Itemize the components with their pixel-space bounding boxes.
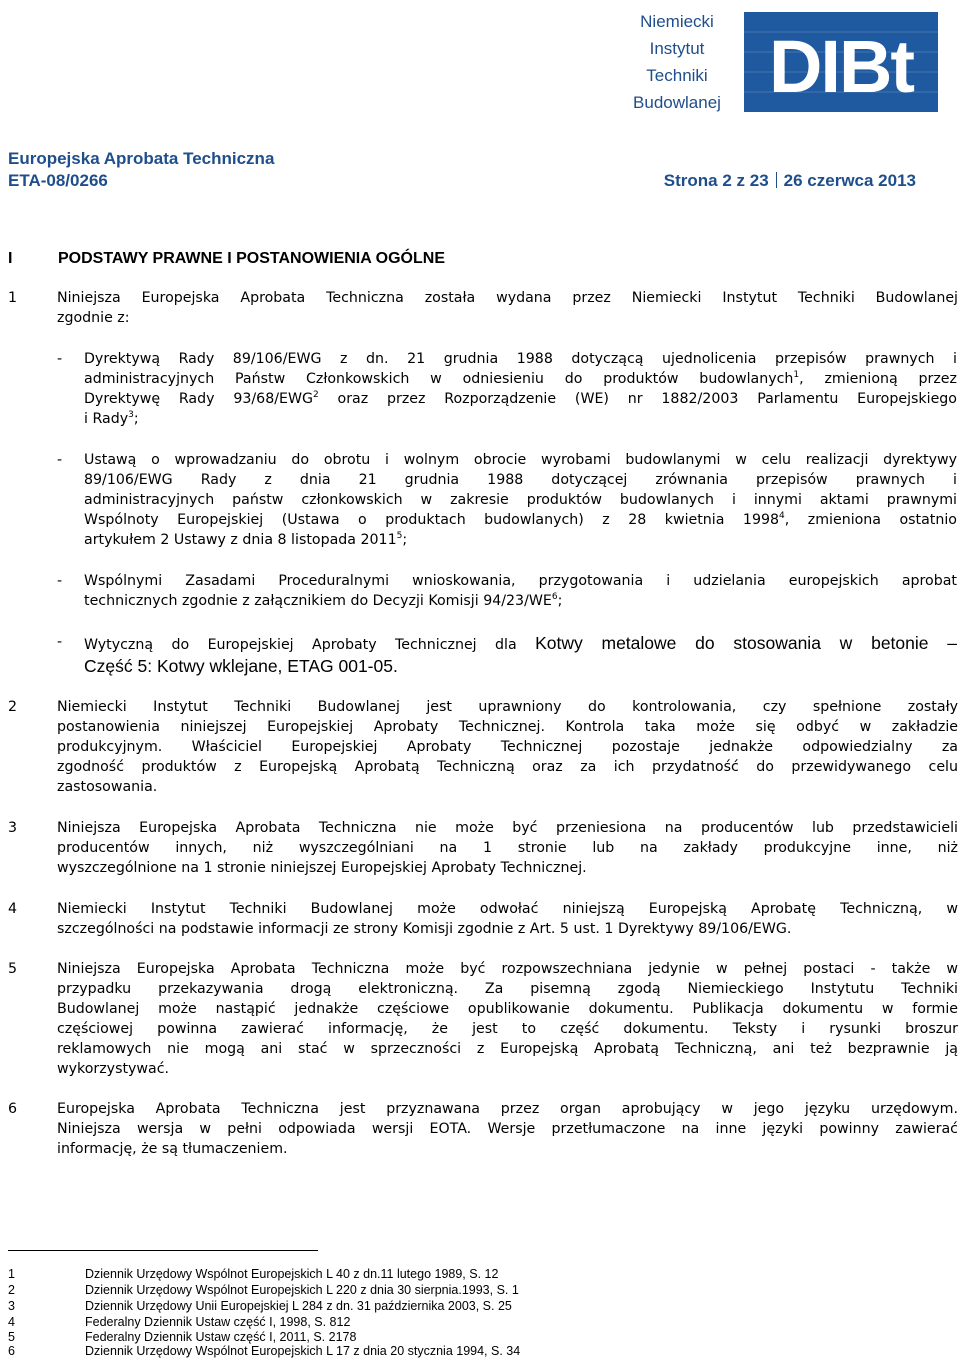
paragraph-6	[8, 1099, 958, 1159]
issue-date: 26 czerwca 2013	[783, 171, 916, 190]
list-item-procedural-rules	[57, 571, 957, 611]
bullet-dash: -	[57, 573, 63, 589]
footnote: 3 Dziennik Urzędowy Unii Europejskiej L 284 z dn. 31 października 2003, S. 25	[8, 1299, 512, 1313]
paragraph-line: Niemiecki Instytut Techniki Budowlanej jest uprawniony do kontrolowania, czy spełnione zostały	[57, 699, 958, 715]
list-item-directive	[57, 349, 957, 429]
paragraph-line: wyszczególnione na 1 stronie niniejszej Europejskiej Aprobaty Technicznej.	[57, 860, 587, 876]
paragraph-line: Europejska Aprobata Techniczna jest przyznawana przez organ aprobujący w jego języku urzędowym.	[57, 1101, 958, 1117]
paragraph-line: zgodnie z:	[57, 310, 130, 326]
paragraph-line: częściowej powinna zawierać informację, że jest to część dokumentu. Teksty i rysunki broszur	[57, 1021, 958, 1037]
footnote-ref: 5	[396, 531, 403, 541]
paragraph-line: Budowlanej może nastąpić jednakże częściowe opublikowanie dokumentu. Publikacja dokumentu w formie	[57, 1001, 958, 1017]
list-item-line: technicznych zgodnie z załącznikiem do Decyzji Komisji $94/23/WE^6$;	[84, 592, 563, 609]
footnote-ref: 6	[551, 592, 558, 602]
list-item-line: 89/106/EWG Rady z dnia 21 grudnia 1988 dotyczącej zrównania przepisów prawnych i	[84, 472, 957, 488]
list-item-law	[57, 450, 957, 550]
list-item-line: Wspólnoty Europejskiej (Ustawa o produktach budowlanych) z 28 kwietnia 1998$^4$, zmieniona ostatnio	[84, 511, 957, 528]
paragraph-line: Niniejsza Europejska Aprobata Techniczna nie może być przeniesiona na producentów lub przedstawicieli	[57, 820, 958, 836]
footnote-ref: 4	[779, 511, 785, 521]
list-item-line: Część 5: Kotwy wklejane, ETAG 001-05.	[84, 656, 398, 676]
paragraph-number: 6	[8, 1101, 18, 1117]
footnote: 4 Federalny Dziennik Ustaw część I, 1998, S. 812	[8, 1315, 351, 1329]
paragraph-line: reklamowych nie mogą ani stać w sprzeczności z Europejską Aprobatą Techniczną, ani też bezprawnie ją	[57, 1041, 958, 1057]
paragraph-2	[8, 697, 958, 797]
document-header	[8, 148, 916, 192]
paragraph-number: 4	[8, 901, 18, 917]
paragraph-line: informację, że są tłumaczeniem.	[57, 1141, 288, 1157]
bullet-dash: -	[57, 634, 63, 650]
paragraph-line: przypadku przekazywania drogą elektroniczną. Za pisemną zgodą Niemieckiego Instytutu Techniki	[57, 981, 958, 997]
list-item-line: administracyjnych Państw Członkowskich w odniesieniu do produktów budowlanych$^1$, zmienioną przez	[84, 370, 957, 387]
paragraph-1	[8, 288, 958, 328]
bullet-dash: -	[57, 351, 63, 367]
page-info	[664, 170, 916, 192]
org-name-line: Niemiecki	[640, 12, 714, 31]
paragraph-line: producentów innych, niż wyszczególniani na 1 stronie lub na zakłady produkcyjne inne, niż	[57, 840, 958, 856]
paragraph-4	[8, 899, 958, 939]
list-item-line: artykułem 2 Ustawy z dnia 8 listopada 2011$^5$;	[84, 531, 408, 548]
paragraph-line: szczególności na podstawie informacji ze strony Komisji zgodnie z Art. 5 ust. 1 Dyrektywy 89/106/EWG.	[57, 921, 792, 937]
footnote: 6 Dziennik Urzędowy Wspólnot Europejskich L 17 z dnia 20 stycznia 1994, S. 34	[8, 1344, 521, 1358]
footnote: 1 Dziennik Urzędowy Wspólnot Europejskich L 40 z dn.11 lutego 1989, S. 12	[8, 1267, 499, 1281]
org-name-line: Techniki	[646, 66, 708, 85]
footnote: 2 Dziennik Urzędowy Wspólnot Europejskich L 220 z dnia 30 sierpnia.1993, S. 1	[8, 1283, 519, 1297]
paragraph-line: Niniejsza Europejska Aprobata Techniczna może być rozpowszechniana jedynie w pełnej postaci - także w	[57, 961, 958, 977]
paragraph-line: zastosowania.	[57, 779, 158, 795]
list-item-line: Ustawą o wprowadzaniu do obrotu i wolnym obrocie wyrobami budowlanymi w celu realizacji dyrektywy	[84, 452, 957, 468]
paragraph-3	[8, 818, 958, 878]
footnote: 5 Federalny Dziennik Ustaw część I, 2011, S. 2178	[8, 1330, 357, 1344]
logo-text: DIBt	[768, 25, 914, 108]
section-heading	[8, 250, 445, 268]
paragraph-line: Niniejsza Europejska Aprobata Techniczna została wydana przez Niemiecki Instytut Techniki Budowlanej	[57, 290, 958, 306]
paragraph-line: zgodność produktów z Europejską Aprobatą Techniczną oraz za ich przydatność do przewidywanego celu	[57, 759, 958, 775]
paragraph-5	[8, 959, 958, 1079]
eta-number: ETA-08/0266	[8, 171, 108, 190]
org-name-line: Budowlanej	[633, 93, 721, 112]
footnote-ref: 1	[793, 370, 800, 380]
paragraph-number: 3	[8, 820, 18, 836]
bullet-dash: -	[57, 452, 63, 468]
paragraph-line: postanowienia niniejszej Europejskiej Aprobaty Technicznej. Kontrola taka może się odbyć w zakładzie	[57, 719, 958, 735]
org-name-line: Instytut	[649, 39, 705, 58]
footnote-ref: 2	[312, 390, 319, 400]
paragraph-line: Niemiecki Instytut Techniki Budowlanej może odwołać niniejszą Europejską Aprobatę Techniczną, w	[57, 901, 958, 917]
paragraph-line: Niniejsza wersja w pełni odpowiada wersji EOTA. Wersje przetłumaczone na inne języki powinny zawierać	[57, 1121, 958, 1137]
section-title: PODSTAWY PRAWNE I POSTANOWIENIA OGÓLNE	[58, 250, 445, 267]
header-separator	[776, 172, 777, 188]
header-title: Europejska Aprobata Techniczna	[8, 149, 275, 168]
list-item-line: Dyrektywę Rady 93/68/EWG$^2$ oraz przez Rozporządzenie (WE) nr 1882/2003 Parlamentu Europejskiego	[84, 390, 957, 407]
org-name	[612, 8, 742, 116]
paragraph-number: 2	[8, 699, 18, 715]
section-number: I	[8, 250, 13, 267]
footnote-divider	[8, 1250, 318, 1251]
footnote-ref: 3	[128, 410, 134, 420]
list-item-line: administracyjnych państw członkowskich w zakresie produktów budowlanych i innymi aktami prawnymi	[84, 492, 957, 508]
paragraph-line: produkcyjnym. Właściciel Europejskiej Aprobaty Technicznej pozostaje jednakże odpowiedzialny za	[57, 739, 958, 755]
paragraph-number: 5	[8, 961, 18, 977]
paragraph-number: 1	[8, 290, 18, 306]
list-item-guideline	[57, 632, 957, 677]
paragraph-line: wykorzystywać.	[57, 1061, 170, 1077]
list-item-line: i Rady$^3$;	[84, 410, 139, 427]
list-item-line: Dyrektywą Rady 89/106/EWG z dn. 21 grudnia 1988 dotyczącą ujednolicenia przepisów prawnych i	[84, 351, 957, 367]
list-item-line: Wytyczną do Europejskiej Aprobaty Technicznej dla Kotwy metalowe do stosowania w betonie –	[84, 633, 957, 653]
dibt-logo	[744, 12, 938, 112]
list-item-line: Wspólnymi Zasadami Proceduralnymi wnioskowania, przygotowania i udzielania europejskich aprobat	[84, 573, 957, 589]
page-number: Strona 2 z 23	[663, 171, 769, 190]
